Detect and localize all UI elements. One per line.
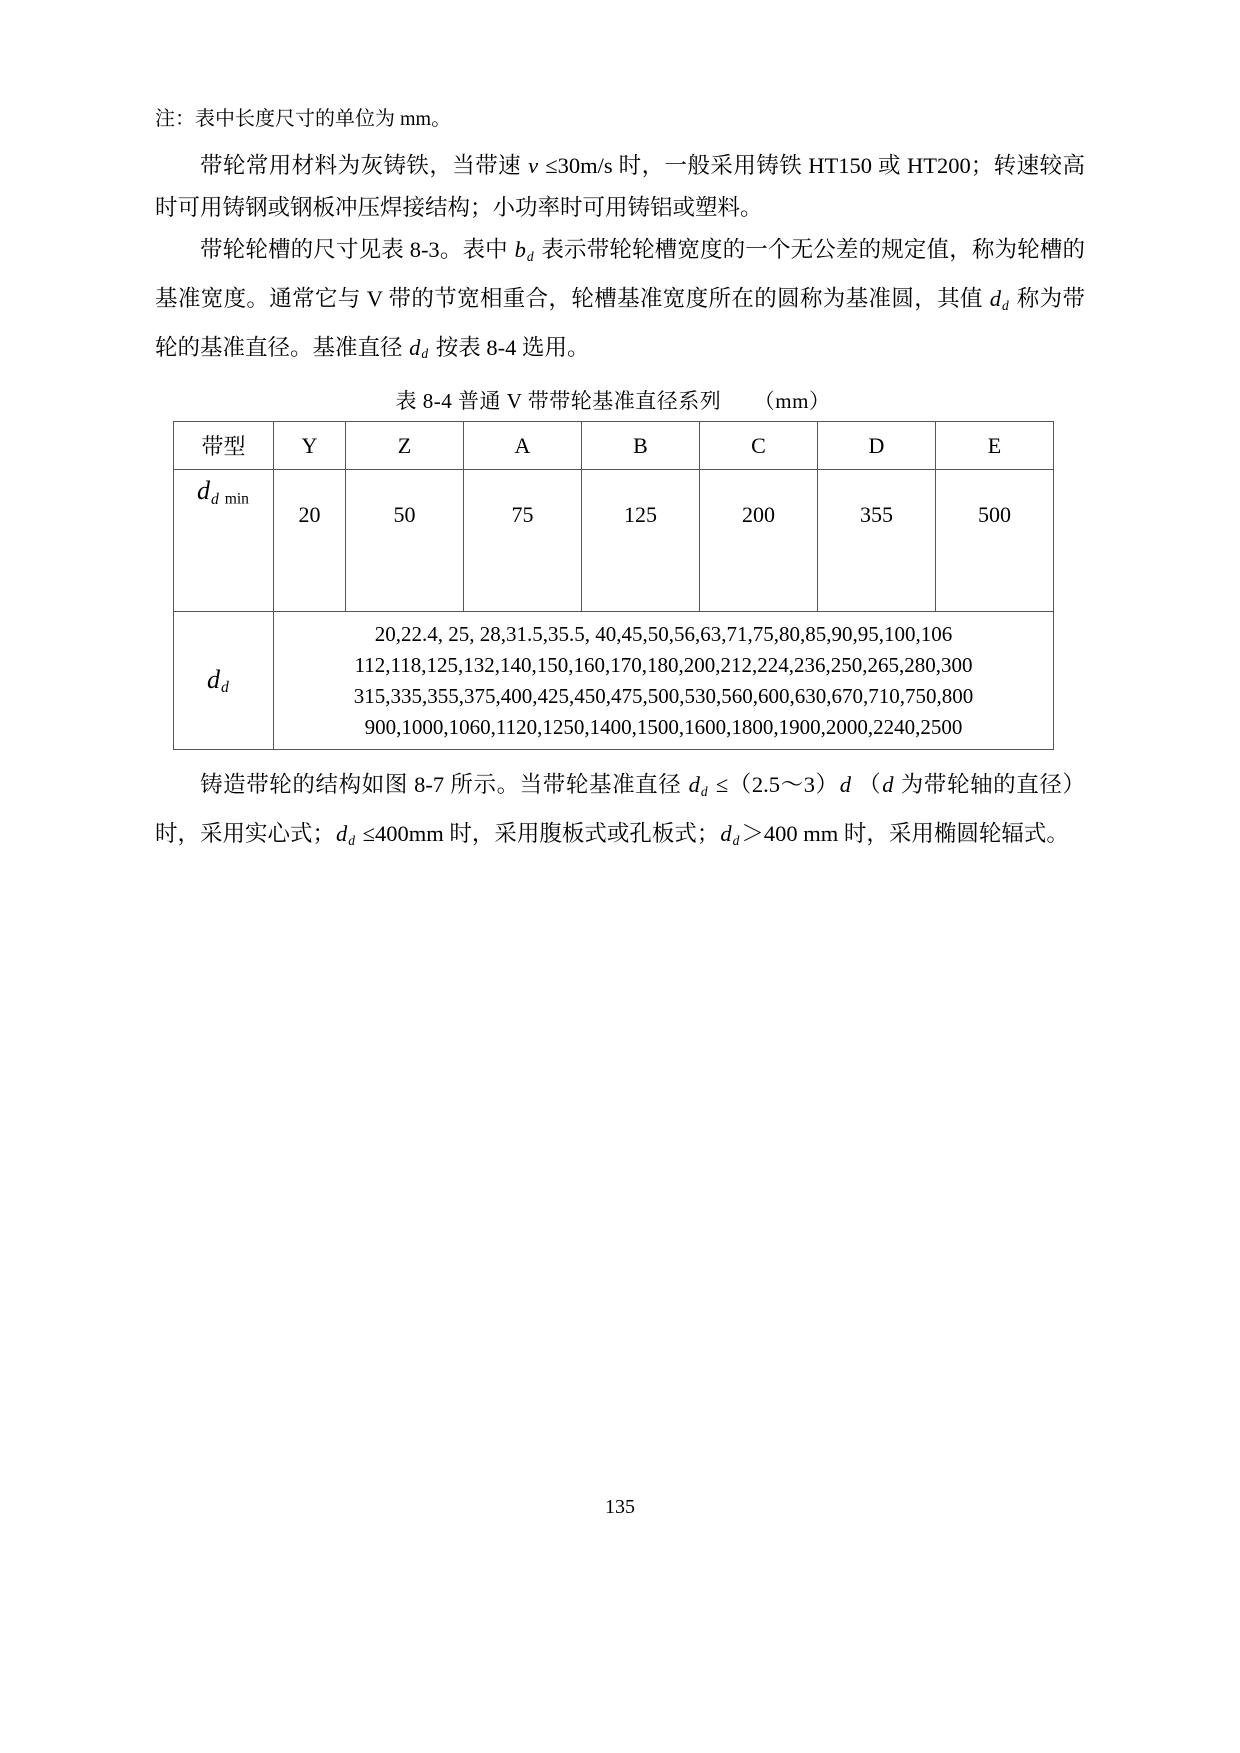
dd-series-line-2: 112,118,125,132,140,150,160,170,180,200,212,224,236,250,265,280,300	[354, 652, 973, 677]
row-label-dd: dd	[174, 612, 274, 750]
ddmin-value-a: 75	[464, 470, 582, 612]
dd-series-line-3: 315,335,355,375,400,425,450,475,500,530,560,600,630,670,710,750,800	[353, 683, 974, 708]
header-cell-b: B	[582, 422, 700, 470]
page-number: 135	[605, 1496, 635, 1518]
ddmin-value-d: 355	[818, 470, 936, 612]
table-row-ddmin	[174, 470, 1054, 612]
ddmin-value-z: 50	[346, 470, 464, 612]
dd-series-line-4: 900,1000,1060,1120,1250,1400,1500,1600,1800,1900,2000,2240,2500	[364, 714, 963, 739]
table-row-dd-series	[174, 612, 1054, 750]
ddmin-value-y: 20	[274, 470, 346, 612]
table-8-4	[173, 421, 1054, 750]
header-cell-e: E	[936, 422, 1054, 470]
header-cell-a: A	[464, 422, 582, 470]
dd-series-line-1: 20,22.4, 25, 28,31.5,35.5, 40,45,50,56,63,71,75,80,85,90,95,100,106	[374, 621, 953, 646]
header-cell-y: Y	[274, 422, 346, 470]
paragraph-cast-pulley-structure: 铸造带轮的结构如图 8-7 所示。当带轮基准直径 dd ≤（2.5～3）d （d 为带轮轴的直径）时，采用实心式；dd ≤400mm 时，采用腹板式或孔板式；dd＞400 mm 时，采用椭圆轮辐式。	[155, 772, 1085, 848]
table-unit-note: 注：表中长度尺寸的单位为 mm。	[155, 108, 452, 130]
header-cell-belt-type: 带型	[174, 422, 274, 470]
ddmin-value-e: 500	[936, 470, 1054, 612]
table-header-row	[174, 422, 1054, 470]
ddmin-value-c: 200	[700, 470, 818, 612]
paragraph-groove-datum-width: 带轮轮槽的尺寸见表 8-3。表中 bd 表示带轮轮槽宽度的一个无公差的规定值，称为轮槽的基准宽度。通常它与 V 带的节宽相重合，轮槽基准宽度所在的圆称为基准圆，其值 dd 称为带轮的基准直径。基准直径 dd 按表 8-4 选用。	[155, 237, 1085, 362]
header-cell-z: Z	[346, 422, 464, 470]
row-label-ddmin: dd min	[174, 470, 274, 612]
table-8-4-block	[173, 385, 1053, 750]
header-cell-d: D	[818, 422, 936, 470]
paragraph-pulley-materials: 带轮常用材料为灰铸铁，当带速 v ≤30m/s 时，一般采用铸铁 HT150 或 HT200；转速较高时可用铸钢或钢板冲压焊接结构；小功率时可用铸铝或塑料。	[155, 153, 1085, 220]
header-cell-c: C	[700, 422, 818, 470]
ddmin-value-b: 125	[582, 470, 700, 612]
dd-series-cell	[274, 612, 1054, 750]
table-caption: 表 8-4 普通 V 带带轮基准直径系列 （mm）	[395, 389, 831, 414]
